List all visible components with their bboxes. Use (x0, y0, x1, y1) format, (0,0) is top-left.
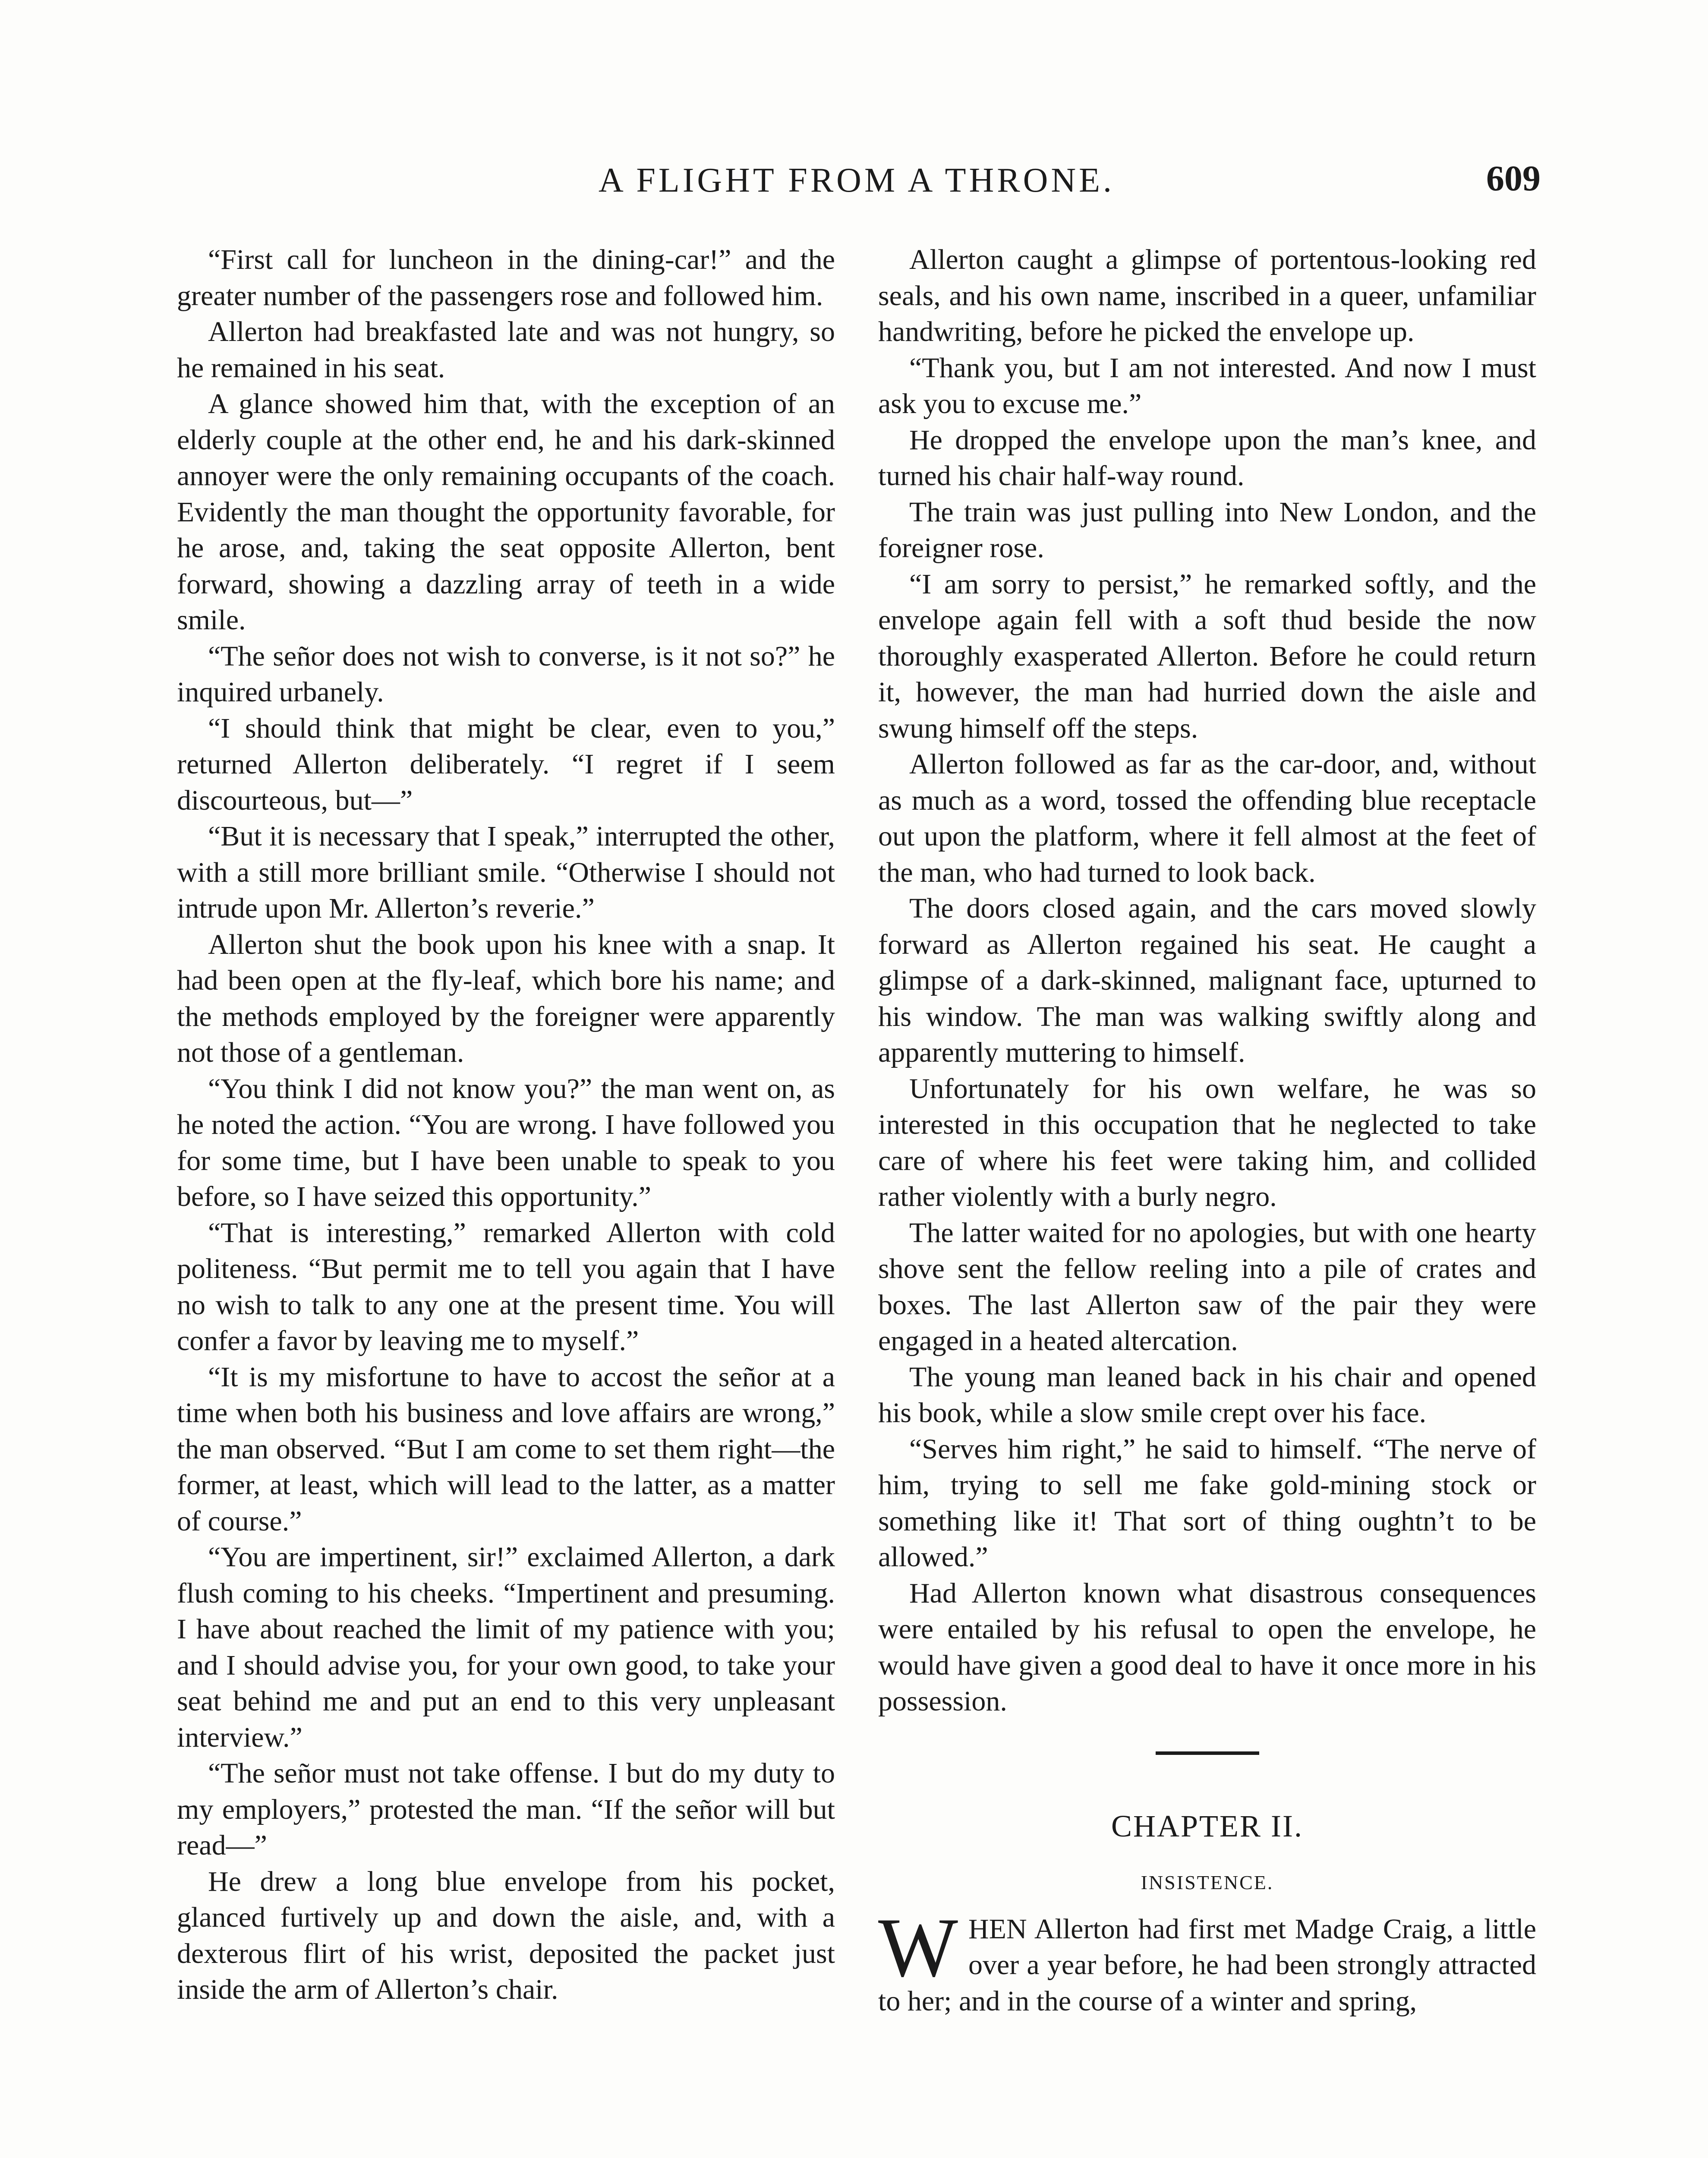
right-column (878, 242, 1536, 2019)
chapter-title: CHAPTER II. (1111, 1808, 1303, 1843)
paragraph: “I am sorry to persist,” he remarked softly, and the envelope again fell with a soft thud beside the now thoroughly exasperated Allerton. Before he could return it, however, the man had hurried down the aisle and swung himself off the steps. (878, 568, 1536, 744)
paragraph: “You think I did not know you?” the man went on, as he noted the action. “You are wrong. I have followed you for some time, but I have been unable to speak to you before, so I have seized this opportunity.” (177, 1073, 835, 1212)
paragraph: “First call for luncheon in the dining-car!” and the greater number of the passengers rose and followed him. (177, 244, 835, 312)
chapter-opening-text: HEN Allerton had first met Madge Craig, a little over a year before, he had been strongly attracted to her; and in the course of a winter and spring, (878, 1913, 1536, 2017)
paragraph: He drew a long blue envelope from his pocket, glanced furtively up and down the aisle, and, with a dexterous flirt of his wrist, deposited the packet just inside the arm of Allerton’s chair. (177, 1865, 835, 2005)
left-column (177, 242, 835, 2008)
paragraph: “Serves him right,” he said to himself. “The nerve of him, trying to sell me fake gold-mining stock or something like it! That sort of thing oughtn’t to be allowed.” (878, 1433, 1536, 1573)
paragraph: He dropped the envelope upon the man’s knee, and turned his chair half-way round. (878, 424, 1536, 492)
paragraph: The train was just pulling into New London, and the foreigner rose. (878, 496, 1536, 564)
paragraph: Had Allerton known what disastrous consequences were entailed by his refusal to open the envelope, he would have given a good deal to have it once more in his possession. (878, 1577, 1536, 1717)
chapter-opening-paragraph (878, 1900, 1536, 2019)
chapter-subtitle: INSISTENCE. (1141, 1871, 1274, 1893)
paragraph: The young man leaned back in his chair and opened his book, while a slow smile crept over his face. (878, 1361, 1536, 1429)
section-divider (1156, 1751, 1259, 1755)
paragraph: Allerton caught a glimpse of portentous-looking red seals, and his own name, inscribed in a queer, unfamiliar handwriting, before he picked the envelope up. (878, 244, 1536, 347)
paragraph: “It is my misfortune to have to accost the señor at a time when both his business and love affairs are wrong,” the man observed. “But I am come to set them right—the former, at least, which will lead to the latter, as a matter of course.” (177, 1361, 835, 1537)
paragraph: “That is interesting,” remarked Allerton with cold politeness. “But permit me to tell you again that I have no wish to talk to any one at the present time. You will confer a favor by leaving me to myself.” (177, 1217, 835, 1357)
running-title: A FLIGHT FROM A THRONE. (599, 161, 1115, 199)
paragraph: The doors closed again, and the cars moved slowly forward as Allerton regained his seat. He caught a glimpse of a dark-skinned, malignant face, upturned to his window. The man was walking swiftly along and apparently muttering to himself. (878, 893, 1536, 1068)
paragraph: “You are impertinent, sir!” exclaimed Allerton, a dark flush coming to his cheeks. “Impertinent and presuming. I have about reached the limit of my patience with you; and I should advise you, for your own good, to take your seat behind me and put an end to this very unpleasant interview.” (177, 1541, 835, 1753)
page-number: 609 (1486, 158, 1541, 199)
paragraph: A glance showed him that, with the exception of an elderly couple at the other end, he and his dark-skinned annoyer were the only remaining occupants of the coach. Evidently the man thought the opportunity favorable, for he arose, and, taking the seat opposite Allerton, bent forward, showing a dazzling array of teeth in a wide smile. (177, 388, 835, 636)
paragraph: “Thank you, but I am not interested. And now I must ask you to excuse me.” (878, 352, 1536, 420)
drop-cap: W (878, 1900, 958, 1994)
paragraph: The latter waited for no apologies, but with one hearty shove sent the fellow reeling into a pile of crates and boxes. The last Allerton saw of the pair they were engaged in a heated altercation. (878, 1217, 1536, 1357)
paragraph: “The señor does not wish to converse, is it not so?” he inquired urbanely. (177, 640, 835, 708)
paragraph: “But it is necessary that I speak,” interrupted the other, with a still more brilliant smile. “Otherwise I should not intrude upon Mr. Allerton’s reverie.” (177, 820, 835, 924)
paragraph: “I should think that might be clear, even to you,” returned Allerton deliberately. “I regret if I seem discourteous, but—” (177, 712, 835, 816)
paragraph: Allerton followed as far as the car-door, and, without as much as a word, tossed the offending blue receptacle out upon the platform, where it fell almost at the feet of the man, who had turned to look back. (878, 748, 1536, 888)
paragraph: “The señor must not take offense. I but do my duty to my employers,” protested the man. “If the señor will but read—” (177, 1757, 835, 1861)
paragraph: Allerton shut the book upon his knee with a snap. It had been open at the fly-leaf, which bore his name; and the methods employed by the foreigner were apparently not those of a gentleman. (177, 928, 835, 1068)
paragraph: Unfortunately for his own welfare, he was so interested in this occupation that he neglected to take care of where his feet were taking him, and collided rather violently with a burly negro. (878, 1073, 1536, 1212)
running-head (173, 159, 1541, 211)
paragraph: Allerton had breakfasted late and was not hungry, so he remained in his seat. (177, 316, 835, 384)
